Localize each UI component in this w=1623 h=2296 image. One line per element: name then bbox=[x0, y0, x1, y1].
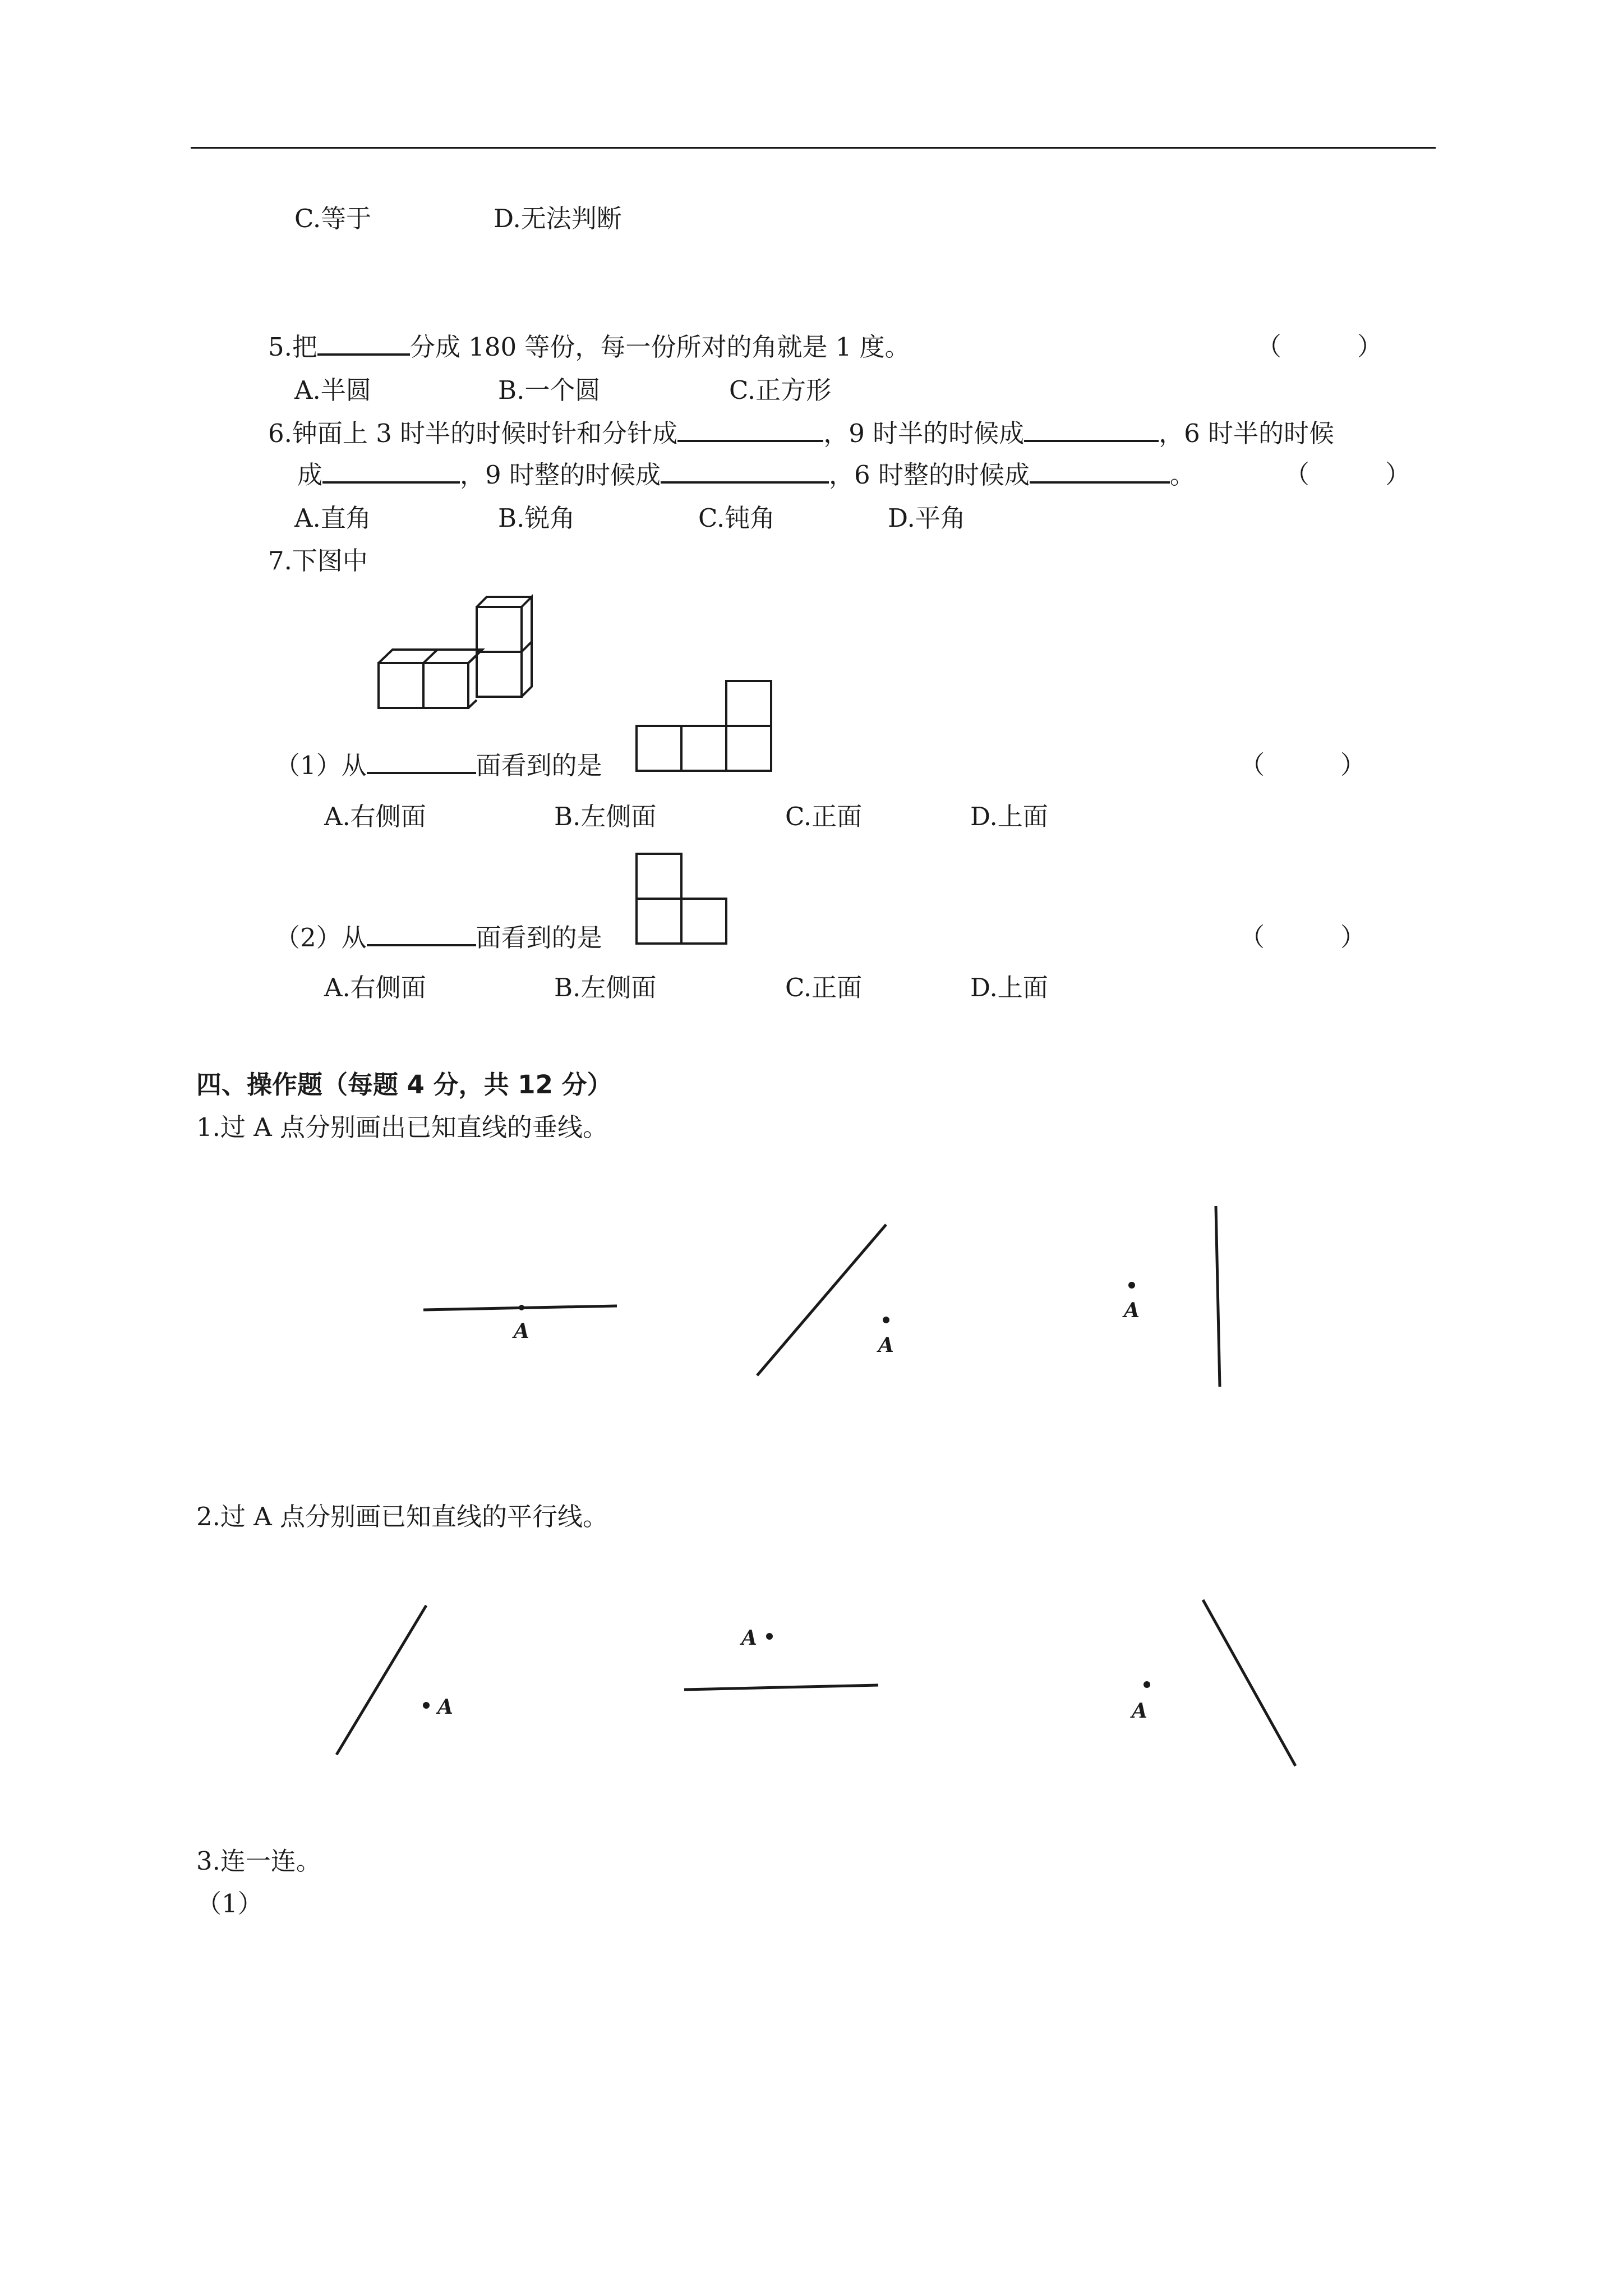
q7-sub1-option-b: B.左侧面 bbox=[554, 802, 657, 831]
q5-option-b: B.一个圆 bbox=[498, 375, 601, 405]
q7-sub1-option-c: C.正面 bbox=[785, 802, 863, 831]
q5-answer-paren[interactable]: （ ） bbox=[1256, 332, 1383, 361]
section4-heading: 四、操作题（每题 4 分，共 12 分） bbox=[196, 1070, 612, 1099]
q6-line2-d: 。 bbox=[1169, 460, 1195, 490]
option-d-prev: D.无法判断 bbox=[494, 204, 622, 233]
q6-line1-b: ，9 时半的时候成 bbox=[823, 418, 1025, 448]
q5-option-c: C.正方形 bbox=[729, 375, 832, 405]
q5-stem-pre: 5.把 bbox=[268, 332, 317, 362]
q7-sub1-option-a: A.右侧面 bbox=[324, 802, 426, 831]
q7-sub2-pre: （2）从 bbox=[275, 923, 367, 953]
q7-sub2-option-a: A.右侧面 bbox=[324, 973, 426, 1002]
par-point-1 bbox=[423, 1702, 430, 1709]
option-c-prev: C.等于 bbox=[294, 204, 372, 233]
q7-sub2-post: 面看到的是 bbox=[476, 923, 602, 953]
q6-line2-c: ，6 时整的时候成 bbox=[828, 460, 1030, 490]
section4-q1: 1.过 A 点分别画出已知直线的垂线。 bbox=[196, 1112, 608, 1142]
q6-option-a: A.直角 bbox=[294, 503, 371, 533]
q7-sub1-pre: （1）从 bbox=[275, 751, 367, 780]
par-point-2 bbox=[766, 1633, 773, 1640]
q6-line1-a: 6.钟面上 3 时半的时候时针和分针成 bbox=[268, 418, 678, 448]
q6-line2-b: ，9 时整的时候成 bbox=[460, 460, 661, 490]
par-line-1 bbox=[336, 1605, 426, 1755]
section4-q3-sub1: （1） bbox=[196, 1889, 263, 1918]
q6-line1-c: ，6 时半的时候 bbox=[1159, 418, 1335, 448]
par-label-3: A bbox=[1132, 1699, 1147, 1723]
par-point-3 bbox=[1144, 1681, 1150, 1688]
perp-label-3: A bbox=[1124, 1299, 1140, 1322]
par-label-2: A bbox=[741, 1626, 757, 1650]
par-line-2 bbox=[684, 1685, 878, 1690]
q5-option-a: A.半圆 bbox=[294, 375, 371, 405]
q7-sub1-post: 面看到的是 bbox=[476, 751, 602, 780]
q6-answer-paren[interactable]: （ ） bbox=[1284, 459, 1411, 489]
q7-sub2-option-b: B.左侧面 bbox=[554, 973, 657, 1002]
q7-sub1-option-d: D.上面 bbox=[970, 802, 1048, 831]
par-line-3 bbox=[1203, 1600, 1295, 1766]
q7-sub2-answer-paren[interactable]: （ ） bbox=[1239, 922, 1366, 952]
q7-sub1-answer-paren[interactable]: （ ） bbox=[1239, 750, 1366, 780]
section4-q2: 2.过 A 点分别画已知直线的平行线。 bbox=[196, 1502, 608, 1531]
q6-option-c: C.钝角 bbox=[698, 503, 776, 533]
par-label-1: A bbox=[437, 1695, 453, 1719]
perp-label-1: A bbox=[514, 1319, 529, 1343]
q5-stem-post: 分成 180 等份，每一份所对的角就是 1 度。 bbox=[409, 332, 910, 362]
q6-line2-a: 成 bbox=[297, 460, 323, 490]
q7-title: 7.下图中 bbox=[268, 546, 368, 576]
q7-sub2-option-c: C.正面 bbox=[785, 973, 863, 1002]
q6-option-d: D.平角 bbox=[888, 503, 966, 533]
q6-option-b: B.锐角 bbox=[498, 503, 575, 533]
q7-sub2-option-d: D.上面 bbox=[970, 973, 1048, 1002]
perp-label-2: A bbox=[878, 1333, 894, 1357]
section4-q3: 3.连一连。 bbox=[196, 1846, 321, 1876]
